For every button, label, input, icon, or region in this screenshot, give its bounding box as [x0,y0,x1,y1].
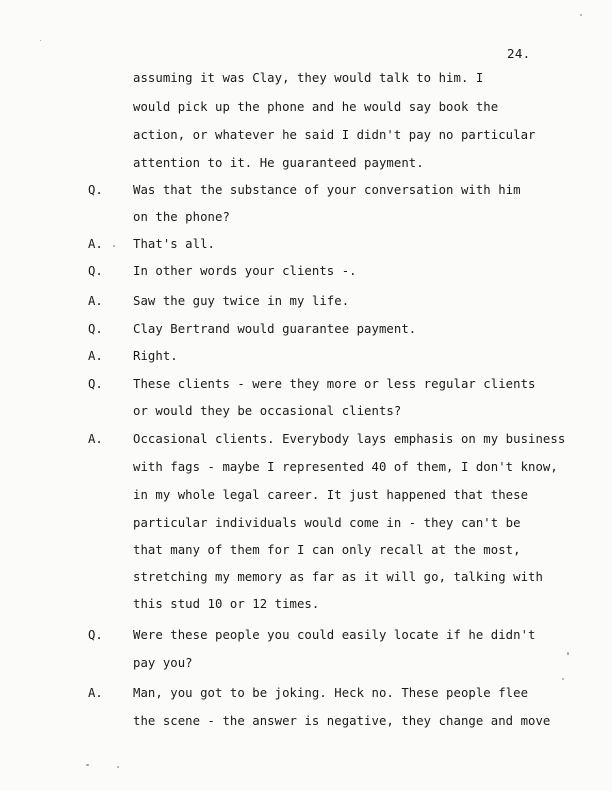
transcript-line: Were these people you could easily locate if he didn't [133,628,536,642]
transcript-line: In other words your clients -. [133,264,357,278]
transcript-line: particular individuals would come in - they can't be [133,516,521,530]
transcript-line: That's all. [133,237,215,251]
speck [567,652,569,655]
transcript-line: Right. [133,349,178,363]
speaker-label: Q. [88,322,103,336]
speaker-label: A. [88,432,103,446]
speck [113,245,115,247]
page-number: 24. [507,46,531,61]
transcript-line: These clients - were they more or less regular clients [133,377,536,391]
transcript-line: Man, you got to be joking. Heck no. These people flee [133,686,529,700]
speck [117,766,119,768]
transcript-line: the scene - the answer is negative, they change and move [133,714,551,728]
speaker-label: Q. [88,264,103,278]
speck [40,40,41,41]
transcript-line: Occasional clients. Everybody lays emphasis on my business [133,432,566,446]
transcript-line: assuming it was Clay, they would talk to him. I [133,71,484,85]
speck [86,764,89,766]
transcript-line: on the phone? [133,210,230,224]
transcript-line: that many of them for I can only recall at the most, [133,543,521,557]
transcript-line: Clay Bertrand would guarantee payment. [133,322,417,336]
speck [562,678,564,680]
transcript-line: would pick up the phone and he would say book the [133,100,499,114]
transcript-line: or would they be occasional clients? [133,404,402,418]
speaker-label: A. [88,237,103,251]
transcript-line: Was that the substance of your conversation with him [133,183,521,197]
transcript-line: pay you? [133,656,193,670]
speaker-label: Q. [88,377,103,391]
transcript-line: this stud 10 or 12 times. [133,597,320,611]
transcript-line: with fags - maybe I represented 40 of them, I don't know, [133,460,558,474]
speaker-label: Q. [88,183,103,197]
transcript-line: Saw the guy twice in my life. [133,294,350,308]
speaker-label: Q. [88,628,103,642]
speaker-label: A. [88,349,103,363]
transcript-line: attention to it. He guaranteed payment. [133,156,424,170]
speaker-label: A. [88,686,103,700]
transcript-line: stretching my memory as far as it will go, talking with [133,570,543,584]
transcript-line: action, or whatever he said I didn't pay no particular [133,128,536,142]
speck [580,14,582,16]
transcript-line: in my whole legal career. It just happened that these [133,488,529,502]
speaker-label: A. [88,294,103,308]
